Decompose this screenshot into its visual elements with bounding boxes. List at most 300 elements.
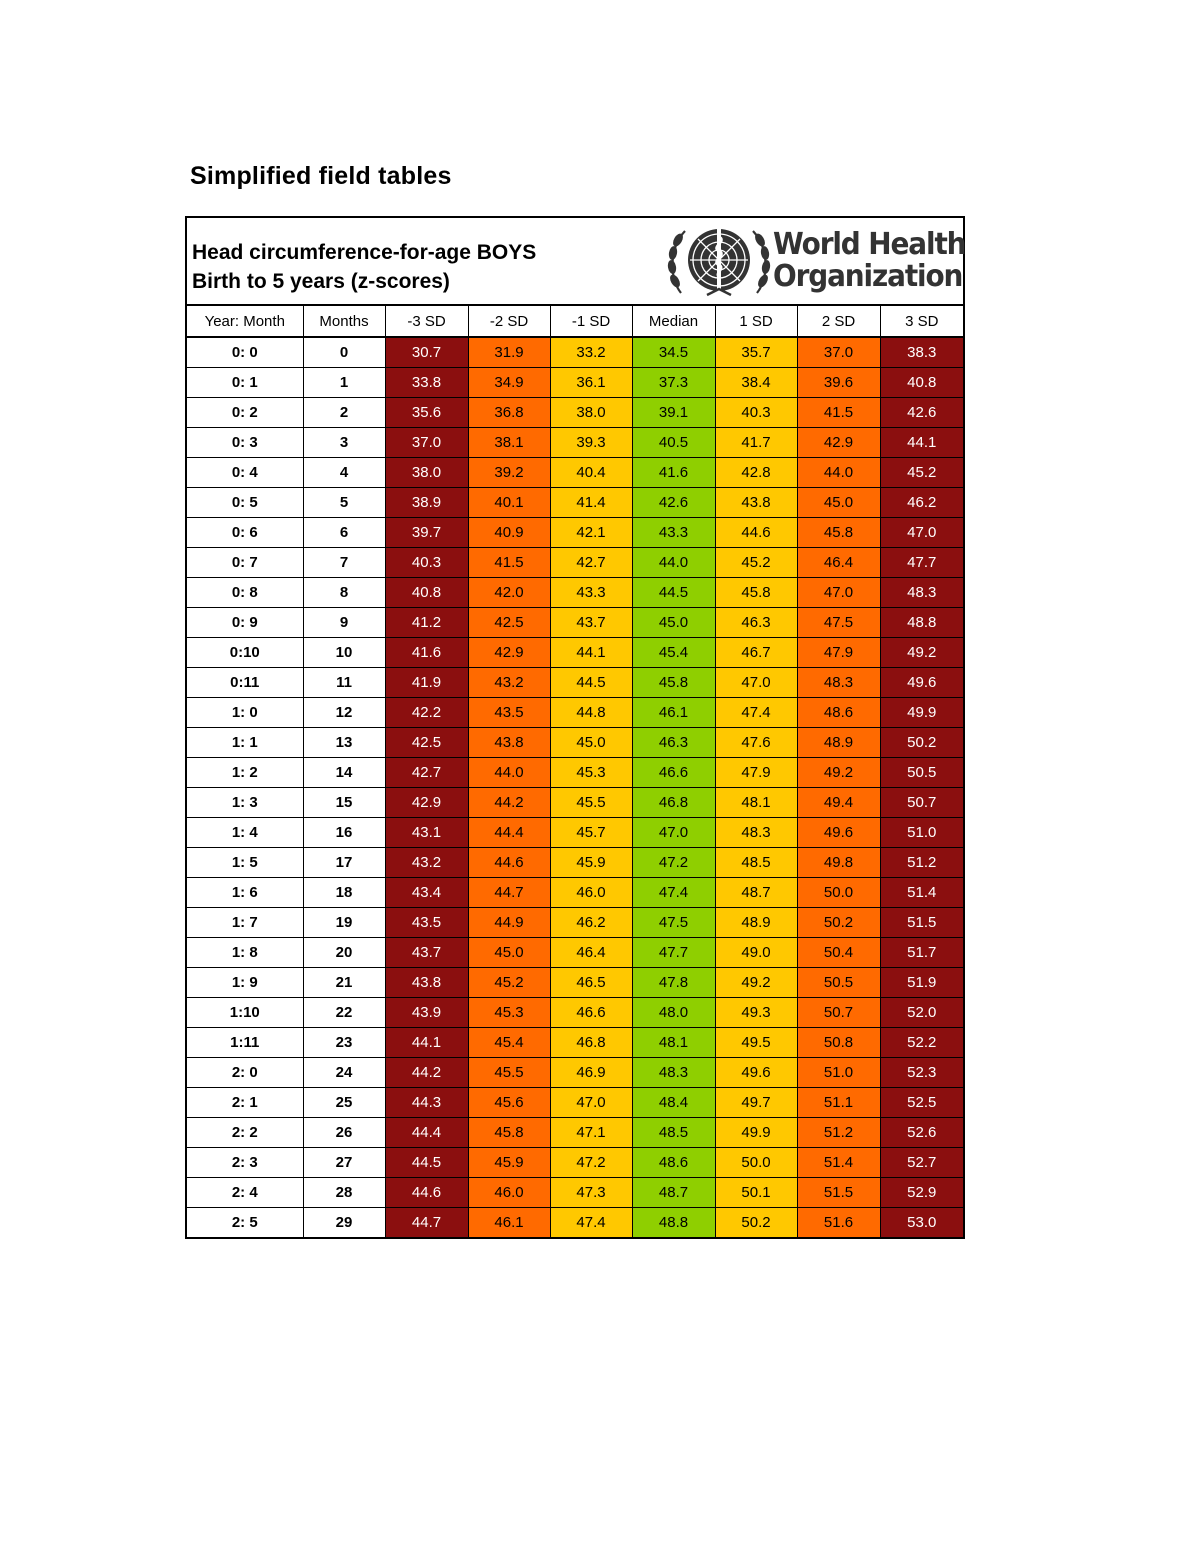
- table-row: [187, 1118, 963, 1148]
- cell-year-month: 2: 5: [187, 1208, 303, 1238]
- cell-minus3sd: 43.9: [385, 998, 468, 1028]
- cell-minus2sd: 39.2: [468, 458, 550, 488]
- cell-months: 6: [303, 518, 385, 548]
- zscore-table: [187, 306, 963, 1237]
- cell-median: 45.8: [632, 668, 715, 698]
- cell-plus2sd: 51.4: [797, 1148, 880, 1178]
- who-emblem-icon: [667, 223, 771, 299]
- cell-median: 47.5: [632, 908, 715, 938]
- cell-minus2sd: 43.5: [468, 698, 550, 728]
- cell-months: 1: [303, 368, 385, 398]
- column-header-median: Median: [632, 306, 715, 337]
- cell-minus1sd: 47.2: [550, 1148, 632, 1178]
- cell-minus3sd: 42.2: [385, 698, 468, 728]
- cell-minus1sd: 41.4: [550, 488, 632, 518]
- table-row: [187, 1028, 963, 1058]
- cell-minus2sd: 45.4: [468, 1028, 550, 1058]
- table-row: [187, 668, 963, 698]
- cell-year-month: 0: 2: [187, 398, 303, 428]
- cell-plus2sd: 46.4: [797, 548, 880, 578]
- cell-year-month: 0: 3: [187, 428, 303, 458]
- column-header-minus2sd: -2 SD: [468, 306, 550, 337]
- cell-median: 40.5: [632, 428, 715, 458]
- cell-minus2sd: 45.2: [468, 968, 550, 998]
- cell-plus1sd: 38.4: [715, 368, 797, 398]
- cell-year-month: 1: 5: [187, 848, 303, 878]
- cell-plus1sd: 46.7: [715, 638, 797, 668]
- cell-plus3sd: 53.0: [880, 1208, 963, 1238]
- cell-minus2sd: 44.0: [468, 758, 550, 788]
- table-row: [187, 488, 963, 518]
- cell-minus1sd: 44.8: [550, 698, 632, 728]
- cell-plus1sd: 45.8: [715, 578, 797, 608]
- cell-plus2sd: 41.5: [797, 398, 880, 428]
- cell-year-month: 0: 0: [187, 337, 303, 368]
- cell-minus2sd: 40.1: [468, 488, 550, 518]
- cell-median: 47.4: [632, 878, 715, 908]
- cell-plus3sd: 47.0: [880, 518, 963, 548]
- cell-minus2sd: 45.3: [468, 998, 550, 1028]
- cell-year-month: 1: 9: [187, 968, 303, 998]
- cell-plus1sd: 44.6: [715, 518, 797, 548]
- cell-plus2sd: 42.9: [797, 428, 880, 458]
- table-row: [187, 638, 963, 668]
- cell-minus1sd: 46.0: [550, 878, 632, 908]
- cell-plus3sd: 52.6: [880, 1118, 963, 1148]
- cell-plus1sd: 41.7: [715, 428, 797, 458]
- cell-plus3sd: 52.9: [880, 1178, 963, 1208]
- table-row: [187, 337, 963, 368]
- cell-plus2sd: 50.7: [797, 998, 880, 1028]
- cell-plus1sd: 49.0: [715, 938, 797, 968]
- who-wordmark-line2: Organization: [773, 259, 963, 294]
- cell-plus2sd: 51.1: [797, 1088, 880, 1118]
- cell-plus3sd: 44.1: [880, 428, 963, 458]
- cell-minus1sd: 46.5: [550, 968, 632, 998]
- cell-plus2sd: 50.0: [797, 878, 880, 908]
- cell-year-month: 1: 1: [187, 728, 303, 758]
- column-header-months: Months: [303, 306, 385, 337]
- cell-median: 46.8: [632, 788, 715, 818]
- cell-plus3sd: 51.5: [880, 908, 963, 938]
- cell-minus1sd: 45.9: [550, 848, 632, 878]
- cell-plus1sd: 50.1: [715, 1178, 797, 1208]
- growth-table-sheet: [185, 216, 965, 1239]
- table-header-box: [187, 218, 966, 306]
- cell-plus3sd: 42.6: [880, 398, 963, 428]
- page-title: Simplified field tables: [190, 162, 452, 190]
- cell-minus3sd: 43.2: [385, 848, 468, 878]
- cell-median: 48.7: [632, 1178, 715, 1208]
- cell-plus1sd: 42.8: [715, 458, 797, 488]
- cell-minus2sd: 40.9: [468, 518, 550, 548]
- cell-plus1sd: 48.3: [715, 818, 797, 848]
- cell-median: 47.8: [632, 968, 715, 998]
- cell-plus3sd: 47.7: [880, 548, 963, 578]
- table-row: [187, 1148, 963, 1178]
- cell-months: 4: [303, 458, 385, 488]
- table-row: [187, 878, 963, 908]
- cell-minus1sd: 45.3: [550, 758, 632, 788]
- cell-plus3sd: 38.3: [880, 337, 963, 368]
- cell-plus1sd: 49.9: [715, 1118, 797, 1148]
- cell-year-month: 0: 5: [187, 488, 303, 518]
- cell-minus3sd: 41.9: [385, 668, 468, 698]
- cell-median: 48.6: [632, 1148, 715, 1178]
- cell-plus1sd: 47.0: [715, 668, 797, 698]
- cell-months: 10: [303, 638, 385, 668]
- cell-median: 48.4: [632, 1088, 715, 1118]
- cell-minus3sd: 38.0: [385, 458, 468, 488]
- table-row: [187, 758, 963, 788]
- cell-median: 34.5: [632, 337, 715, 368]
- cell-year-month: 1: 8: [187, 938, 303, 968]
- table-row: [187, 548, 963, 578]
- table-row: [187, 398, 963, 428]
- cell-plus1sd: 49.3: [715, 998, 797, 1028]
- cell-minus2sd: 45.0: [468, 938, 550, 968]
- cell-year-month: 2: 0: [187, 1058, 303, 1088]
- cell-plus2sd: 48.3: [797, 668, 880, 698]
- cell-minus2sd: 42.9: [468, 638, 550, 668]
- table-body: [187, 337, 963, 1237]
- cell-months: 27: [303, 1148, 385, 1178]
- cell-minus3sd: 42.9: [385, 788, 468, 818]
- cell-minus1sd: 47.3: [550, 1178, 632, 1208]
- cell-median: 48.8: [632, 1208, 715, 1238]
- cell-plus1sd: 47.6: [715, 728, 797, 758]
- cell-minus3sd: 44.4: [385, 1118, 468, 1148]
- cell-year-month: 2: 3: [187, 1148, 303, 1178]
- cell-minus3sd: 30.7: [385, 337, 468, 368]
- cell-plus3sd: 48.3: [880, 578, 963, 608]
- cell-median: 48.0: [632, 998, 715, 1028]
- cell-minus1sd: 42.1: [550, 518, 632, 548]
- cell-plus1sd: 45.2: [715, 548, 797, 578]
- cell-plus1sd: 47.9: [715, 758, 797, 788]
- cell-plus2sd: 50.5: [797, 968, 880, 998]
- table-row: [187, 368, 963, 398]
- cell-minus1sd: 38.0: [550, 398, 632, 428]
- cell-minus2sd: 46.1: [468, 1208, 550, 1238]
- cell-minus2sd: 42.5: [468, 608, 550, 638]
- cell-minus3sd: 33.8: [385, 368, 468, 398]
- table-row: [187, 428, 963, 458]
- cell-months: 18: [303, 878, 385, 908]
- cell-minus2sd: 31.9: [468, 337, 550, 368]
- cell-plus3sd: 48.8: [880, 608, 963, 638]
- cell-median: 48.5: [632, 1118, 715, 1148]
- cell-median: 47.7: [632, 938, 715, 968]
- cell-median: 43.3: [632, 518, 715, 548]
- cell-minus2sd: 44.7: [468, 878, 550, 908]
- cell-year-month: 0:10: [187, 638, 303, 668]
- cell-minus3sd: 40.8: [385, 578, 468, 608]
- cell-months: 15: [303, 788, 385, 818]
- cell-plus1sd: 48.9: [715, 908, 797, 938]
- cell-minus1sd: 45.7: [550, 818, 632, 848]
- cell-minus3sd: 37.0: [385, 428, 468, 458]
- cell-plus2sd: 51.2: [797, 1118, 880, 1148]
- cell-minus3sd: 43.8: [385, 968, 468, 998]
- cell-plus2sd: 37.0: [797, 337, 880, 368]
- cell-minus2sd: 41.5: [468, 548, 550, 578]
- cell-plus1sd: 49.6: [715, 1058, 797, 1088]
- cell-plus2sd: 48.9: [797, 728, 880, 758]
- who-wordmark: [773, 229, 965, 293]
- table-row: [187, 728, 963, 758]
- cell-plus1sd: 50.0: [715, 1148, 797, 1178]
- table-row: [187, 998, 963, 1028]
- cell-months: 13: [303, 728, 385, 758]
- table-row: [187, 608, 963, 638]
- cell-minus3sd: 39.7: [385, 518, 468, 548]
- cell-minus1sd: 47.0: [550, 1088, 632, 1118]
- cell-minus1sd: 42.7: [550, 548, 632, 578]
- table-row: [187, 848, 963, 878]
- table-row: [187, 1178, 963, 1208]
- cell-plus2sd: 47.9: [797, 638, 880, 668]
- cell-year-month: 2: 1: [187, 1088, 303, 1118]
- table-row: [187, 578, 963, 608]
- cell-months: 17: [303, 848, 385, 878]
- cell-plus2sd: 50.8: [797, 1028, 880, 1058]
- cell-plus3sd: 52.7: [880, 1148, 963, 1178]
- column-header-row: [187, 306, 963, 337]
- cell-year-month: 2: 4: [187, 1178, 303, 1208]
- cell-plus1sd: 48.5: [715, 848, 797, 878]
- cell-minus3sd: 43.1: [385, 818, 468, 848]
- table-row: [187, 1058, 963, 1088]
- table-row: [187, 1208, 963, 1238]
- cell-minus3sd: 41.6: [385, 638, 468, 668]
- cell-minus2sd: 43.8: [468, 728, 550, 758]
- cell-minus1sd: 43.3: [550, 578, 632, 608]
- table-row: [187, 788, 963, 818]
- cell-year-month: 0: 9: [187, 608, 303, 638]
- cell-median: 46.6: [632, 758, 715, 788]
- cell-year-month: 2: 2: [187, 1118, 303, 1148]
- table-title: [192, 238, 536, 296]
- column-header-minus3sd: -3 SD: [385, 306, 468, 337]
- cell-minus3sd: 35.6: [385, 398, 468, 428]
- cell-minus3sd: 44.1: [385, 1028, 468, 1058]
- cell-median: 41.6: [632, 458, 715, 488]
- table-row: [187, 458, 963, 488]
- cell-minus3sd: 43.4: [385, 878, 468, 908]
- cell-months: 16: [303, 818, 385, 848]
- cell-months: 25: [303, 1088, 385, 1118]
- cell-median: 48.3: [632, 1058, 715, 1088]
- cell-minus2sd: 44.4: [468, 818, 550, 848]
- table-row: [187, 1088, 963, 1118]
- cell-plus2sd: 51.0: [797, 1058, 880, 1088]
- cell-median: 48.1: [632, 1028, 715, 1058]
- cell-plus2sd: 39.6: [797, 368, 880, 398]
- cell-median: 39.1: [632, 398, 715, 428]
- cell-minus3sd: 42.7: [385, 758, 468, 788]
- cell-year-month: 1: 4: [187, 818, 303, 848]
- cell-year-month: 1:11: [187, 1028, 303, 1058]
- cell-plus1sd: 47.4: [715, 698, 797, 728]
- cell-plus3sd: 52.0: [880, 998, 963, 1028]
- cell-plus3sd: 46.2: [880, 488, 963, 518]
- cell-plus1sd: 49.7: [715, 1088, 797, 1118]
- cell-plus3sd: 49.9: [880, 698, 963, 728]
- cell-minus3sd: 44.7: [385, 1208, 468, 1238]
- table-title-line1: Head circumference-for-age BOYS: [192, 241, 537, 264]
- cell-year-month: 1: 0: [187, 698, 303, 728]
- cell-minus2sd: 42.0: [468, 578, 550, 608]
- cell-minus1sd: 36.1: [550, 368, 632, 398]
- column-header-year-month: Year: Month: [187, 306, 303, 337]
- cell-minus3sd: 44.5: [385, 1148, 468, 1178]
- cell-plus2sd: 49.8: [797, 848, 880, 878]
- cell-months: 3: [303, 428, 385, 458]
- who-logo: [667, 221, 966, 301]
- cell-minus3sd: 43.7: [385, 938, 468, 968]
- cell-plus3sd: 51.7: [880, 938, 963, 968]
- table-title-line2: Birth to 5 years (z-scores): [192, 270, 450, 293]
- cell-median: 47.0: [632, 818, 715, 848]
- cell-median: 44.0: [632, 548, 715, 578]
- table-row: [187, 698, 963, 728]
- cell-plus3sd: 50.5: [880, 758, 963, 788]
- cell-year-month: 0: 4: [187, 458, 303, 488]
- cell-months: 26: [303, 1118, 385, 1148]
- cell-minus2sd: 45.9: [468, 1148, 550, 1178]
- cell-minus1sd: 46.6: [550, 998, 632, 1028]
- cell-minus1sd: 45.0: [550, 728, 632, 758]
- cell-plus3sd: 51.0: [880, 818, 963, 848]
- cell-plus1sd: 43.8: [715, 488, 797, 518]
- cell-median: 45.4: [632, 638, 715, 668]
- cell-plus1sd: 49.2: [715, 968, 797, 998]
- cell-minus1sd: 33.2: [550, 337, 632, 368]
- cell-plus1sd: 50.2: [715, 1208, 797, 1238]
- cell-minus1sd: 40.4: [550, 458, 632, 488]
- cell-plus2sd: 44.0: [797, 458, 880, 488]
- column-header-plus2sd: 2 SD: [797, 306, 880, 337]
- cell-minus2sd: 45.8: [468, 1118, 550, 1148]
- table-row: [187, 968, 963, 998]
- cell-minus3sd: 43.5: [385, 908, 468, 938]
- cell-plus3sd: 51.2: [880, 848, 963, 878]
- cell-year-month: 1: 2: [187, 758, 303, 788]
- cell-minus1sd: 46.8: [550, 1028, 632, 1058]
- cell-months: 12: [303, 698, 385, 728]
- table-row: [187, 818, 963, 848]
- cell-year-month: 0: 1: [187, 368, 303, 398]
- cell-median: 47.2: [632, 848, 715, 878]
- cell-plus3sd: 51.9: [880, 968, 963, 998]
- cell-median: 42.6: [632, 488, 715, 518]
- cell-plus2sd: 48.6: [797, 698, 880, 728]
- column-header-minus1sd: -1 SD: [550, 306, 632, 337]
- cell-minus1sd: 44.1: [550, 638, 632, 668]
- cell-months: 0: [303, 337, 385, 368]
- cell-median: 46.3: [632, 728, 715, 758]
- cell-minus2sd: 38.1: [468, 428, 550, 458]
- cell-plus3sd: 51.4: [880, 878, 963, 908]
- cell-year-month: 0: 6: [187, 518, 303, 548]
- cell-minus2sd: 43.2: [468, 668, 550, 698]
- cell-months: 5: [303, 488, 385, 518]
- cell-plus2sd: 45.0: [797, 488, 880, 518]
- cell-plus3sd: 52.3: [880, 1058, 963, 1088]
- cell-minus2sd: 46.0: [468, 1178, 550, 1208]
- cell-plus2sd: 49.2: [797, 758, 880, 788]
- cell-minus2sd: 45.6: [468, 1088, 550, 1118]
- cell-plus2sd: 49.6: [797, 818, 880, 848]
- cell-plus3sd: 50.7: [880, 788, 963, 818]
- cell-year-month: 0: 8: [187, 578, 303, 608]
- cell-minus1sd: 45.5: [550, 788, 632, 818]
- cell-months: 23: [303, 1028, 385, 1058]
- cell-months: 21: [303, 968, 385, 998]
- table-row: [187, 908, 963, 938]
- cell-minus3sd: 44.2: [385, 1058, 468, 1088]
- cell-minus3sd: 44.6: [385, 1178, 468, 1208]
- cell-year-month: 1: 6: [187, 878, 303, 908]
- cell-year-month: 1:10: [187, 998, 303, 1028]
- cell-plus2sd: 47.0: [797, 578, 880, 608]
- cell-plus1sd: 49.5: [715, 1028, 797, 1058]
- cell-plus2sd: 50.2: [797, 908, 880, 938]
- cell-plus3sd: 45.2: [880, 458, 963, 488]
- cell-months: 14: [303, 758, 385, 788]
- cell-median: 46.1: [632, 698, 715, 728]
- cell-minus1sd: 46.9: [550, 1058, 632, 1088]
- cell-plus1sd: 48.7: [715, 878, 797, 908]
- cell-plus3sd: 40.8: [880, 368, 963, 398]
- cell-median: 44.5: [632, 578, 715, 608]
- cell-months: 20: [303, 938, 385, 968]
- cell-months: 7: [303, 548, 385, 578]
- column-header-plus3sd: 3 SD: [880, 306, 963, 337]
- cell-plus2sd: 51.6: [797, 1208, 880, 1238]
- cell-plus1sd: 48.1: [715, 788, 797, 818]
- cell-minus1sd: 46.2: [550, 908, 632, 938]
- cell-plus1sd: 35.7: [715, 337, 797, 368]
- cell-plus3sd: 49.6: [880, 668, 963, 698]
- cell-plus3sd: 52.5: [880, 1088, 963, 1118]
- cell-months: 11: [303, 668, 385, 698]
- cell-minus1sd: 44.5: [550, 668, 632, 698]
- table-row: [187, 518, 963, 548]
- cell-minus2sd: 44.6: [468, 848, 550, 878]
- cell-minus1sd: 47.1: [550, 1118, 632, 1148]
- cell-plus1sd: 40.3: [715, 398, 797, 428]
- column-header-plus1sd: 1 SD: [715, 306, 797, 337]
- cell-plus3sd: 50.2: [880, 728, 963, 758]
- cell-plus2sd: 50.4: [797, 938, 880, 968]
- cell-minus2sd: 44.9: [468, 908, 550, 938]
- cell-minus1sd: 47.4: [550, 1208, 632, 1238]
- cell-plus2sd: 49.4: [797, 788, 880, 818]
- cell-months: 28: [303, 1178, 385, 1208]
- cell-median: 45.0: [632, 608, 715, 638]
- cell-months: 24: [303, 1058, 385, 1088]
- cell-minus3sd: 40.3: [385, 548, 468, 578]
- table-row: [187, 938, 963, 968]
- cell-months: 9: [303, 608, 385, 638]
- cell-plus3sd: 52.2: [880, 1028, 963, 1058]
- cell-plus3sd: 49.2: [880, 638, 963, 668]
- cell-minus1sd: 43.7: [550, 608, 632, 638]
- cell-plus1sd: 46.3: [715, 608, 797, 638]
- cell-minus2sd: 44.2: [468, 788, 550, 818]
